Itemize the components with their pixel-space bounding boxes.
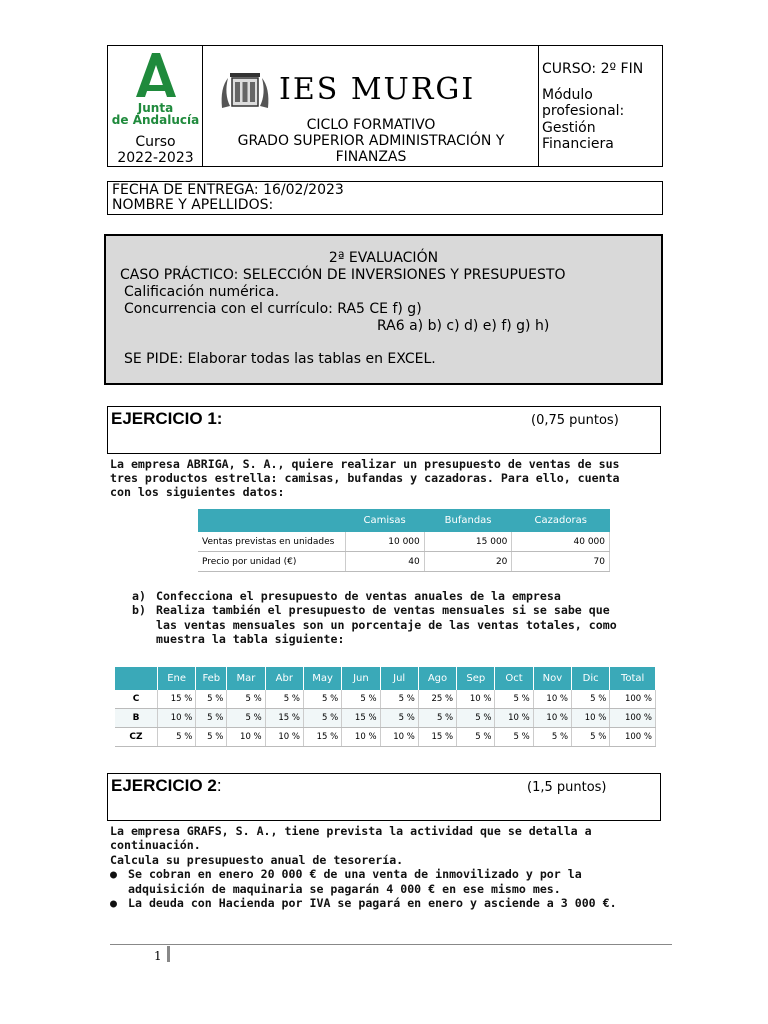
table-cell: 5 % [196, 728, 227, 747]
ciclo-line-1: CICLO FORMATIVO [306, 117, 436, 133]
table-cell: Precio por unidad (€) [198, 552, 345, 572]
table-cell: 10 % [572, 709, 610, 728]
table-cell: 5 % [196, 690, 227, 709]
table-cell: 5 % [158, 728, 196, 747]
ciclo-line-3: FINANZAS [335, 149, 407, 165]
item-a-text: Confecciona el presupuesto de ventas anuales de la empresa [156, 589, 561, 603]
logo-text-1: Junta [137, 101, 174, 115]
curso-right-label: CURSO: [542, 61, 601, 77]
exercise-1-header [107, 406, 661, 454]
table-header-cell: Feb [196, 667, 227, 690]
table-cell: 5 % [495, 690, 533, 709]
ej2-bullet-1-line-2: adquisición de maquinaria se pagarán 4 000 € en ese mismo mes. [128, 882, 561, 896]
table-cell: 10 % [380, 728, 418, 747]
sales-forecast-table [198, 509, 610, 572]
table-cell: 5 % [457, 709, 495, 728]
junta-andalucia-logo [132, 51, 178, 99]
table-cell: 10 % [158, 709, 196, 728]
curso-label: Curso [135, 134, 176, 150]
table-header-cell: Nov [533, 667, 571, 690]
eval-title: 2ª EVALUACIÓN [328, 250, 439, 266]
table-cell: 5 % [418, 709, 456, 728]
exercise-2-header [107, 773, 661, 821]
exercise-2-points: (1,5 puntos) [527, 780, 607, 795]
table-cell: 5 % [380, 709, 418, 728]
table-cell: 5 % [495, 728, 533, 747]
table-header-cell: Ago [418, 667, 456, 690]
modulo-line-2: profesional: [542, 103, 625, 119]
table-row [115, 709, 656, 728]
table-cell: C [115, 690, 158, 709]
table-cell: B [115, 709, 158, 728]
course-cell [539, 46, 662, 166]
table-cell: 5 % [572, 690, 610, 709]
footer-bar [167, 946, 170, 962]
table-cell: 70 [512, 552, 610, 572]
table-header-row [198, 509, 610, 532]
table-header-cell: Camisas [345, 509, 424, 532]
table-cell: 10 % [457, 690, 495, 709]
table-cell: 20 [424, 552, 512, 572]
table-row [115, 690, 656, 709]
ej1-intro-3: con los siguientes datos: [110, 485, 285, 499]
table-cell: 5 % [533, 728, 571, 747]
table-cell: 40 [345, 552, 424, 572]
table-cell: 15 % [303, 728, 341, 747]
table-header-cell: Dic [572, 667, 610, 690]
ej1-intro-2: tres productos estrella: camisas, bufandas y cazadoras. Para ello, cuenta [110, 471, 620, 485]
table-header-cell [115, 667, 158, 690]
item-a-marker: a) [132, 589, 146, 603]
table-cell: 10 % [495, 709, 533, 728]
ej1-intro-1: La empresa ABRIGA, S. A., quiere realizar un presupuesto de ventas de sus [110, 457, 620, 471]
ej2-intro-2: continuación. [110, 838, 201, 852]
table-header-cell: Jul [380, 667, 418, 690]
exercise-1-title: EJERCICIO 1: [111, 409, 223, 428]
table-cell: 5 % [303, 709, 341, 728]
ej2-intro-3: Calcula su presupuesto anual de tesorería. [110, 853, 404, 867]
item-b-text-2: las ventas mensuales son un porcentaje de las ventas totales, como [156, 618, 617, 632]
modulo-line-1: Módulo [542, 87, 593, 103]
table-header-cell: May [303, 667, 341, 690]
table-cell: 100 % [610, 690, 656, 709]
table-header-row [115, 667, 656, 690]
table-cell: 15 000 [424, 532, 512, 552]
table-row [198, 532, 610, 552]
table-cell: 15 % [265, 709, 303, 728]
table-header-cell: Ene [158, 667, 196, 690]
table-header-cell: Sep [457, 667, 495, 690]
evaluation-box [104, 234, 663, 385]
table-cell: 10 % [227, 728, 265, 747]
item-b-text-1: Realiza también el presupuesto de ventas mensuales si se sabe que [156, 603, 610, 617]
table-header-cell: Jun [342, 667, 380, 690]
eval-ra6: RA6 a) b) c) d) e) f) g) h) [377, 318, 550, 334]
table-cell: 10 % [265, 728, 303, 747]
school-name: IES MURGI [279, 72, 476, 107]
table-header-cell: Oct [495, 667, 533, 690]
table-cell: 5 % [572, 728, 610, 747]
table-cell: 5 % [227, 690, 265, 709]
table-cell: Ventas previstas en unidades [198, 532, 345, 552]
school-crest-icon [218, 68, 272, 112]
ej2-bullet-1-line-1: Se cobran en enero 20 000 € de una venta de inmovilizado y por la [128, 867, 582, 881]
table-cell: 100 % [610, 709, 656, 728]
table-header-cell: Abr [265, 667, 303, 690]
table-cell: 10 % [533, 709, 571, 728]
table-cell: 5 % [380, 690, 418, 709]
bullet-icon: ● [110, 867, 117, 881]
table-row [115, 728, 656, 747]
table-header-cell: Cazadoras [512, 509, 610, 532]
eval-se-pide: SE PIDE: Elaborar todas las tablas en EXCEL. [124, 351, 436, 367]
table-cell: 5 % [227, 709, 265, 728]
fecha-entrega: FECHA DE ENTREGA: 16/02/2023 [112, 182, 344, 198]
table-row [198, 552, 610, 572]
exercise-2-title [111, 776, 222, 796]
item-b-marker: b) [132, 603, 146, 617]
document-header [107, 45, 663, 167]
student-info-box [107, 181, 663, 215]
table-cell: 15 % [342, 709, 380, 728]
curso-right [539, 61, 643, 77]
table-cell: 5 % [303, 690, 341, 709]
footer-divider [110, 944, 672, 945]
modulo-value-1: Gestión [542, 120, 596, 136]
school-cell [203, 46, 539, 166]
ej2-intro-1: La empresa GRAFS, S. A., tiene prevista la actividad que se detalla a [110, 824, 592, 838]
page-number: 1 [154, 949, 162, 963]
table-cell: 5 % [196, 709, 227, 728]
table-header-cell [198, 509, 345, 532]
logo-text-2: de Andalucía [111, 113, 200, 127]
table-header-cell: Bufandas [424, 509, 512, 532]
table-cell: 15 % [158, 690, 196, 709]
curso-years: 2022-2023 [117, 150, 194, 166]
table-cell: 10 % [342, 728, 380, 747]
eval-concurrencia: Concurrencia con el currículo: RA5 CE f) g) [124, 301, 422, 317]
table-cell: 15 % [418, 728, 456, 747]
table-cell: 10 000 [345, 532, 424, 552]
table-cell: 10 % [533, 690, 571, 709]
table-cell: 25 % [418, 690, 456, 709]
table-cell: 5 % [265, 690, 303, 709]
table-cell: 5 % [457, 728, 495, 747]
item-b-text-3: muestra la tabla siguiente: [156, 632, 345, 646]
bullet-icon: ● [110, 896, 117, 910]
curso-right-value: 2º FIN [600, 61, 644, 77]
eval-caso: CASO PRÁCTICO: SELECCIÓN DE INVERSIONES Y PRESUPUESTO [120, 267, 566, 283]
table-cell: CZ [115, 728, 158, 747]
table-header-cell: Total [610, 667, 656, 690]
monthly-percentages-table [115, 667, 656, 747]
exercise-1-points: (0,75 puntos) [531, 413, 619, 428]
logo-cell [108, 46, 203, 166]
table-header-cell: Mar [227, 667, 265, 690]
table-cell: 5 % [342, 690, 380, 709]
ej2-bullet-2: La deuda con Hacienda por IVA se pagará en enero y asciende a 3 000 €. [128, 896, 617, 910]
ciclo-line-2: GRADO SUPERIOR ADMINISTRACIÓN Y [237, 133, 505, 149]
nombre-apellidos: NOMBRE Y APELLIDOS: [112, 197, 274, 213]
exercise-2-colon: : [216, 776, 222, 795]
eval-calificacion: Calificación numérica. [124, 284, 280, 300]
table-cell: 100 % [610, 728, 656, 747]
table-cell: 40 000 [512, 532, 610, 552]
exercise-2-title-text: EJERCICIO 2 [111, 776, 217, 795]
modulo-value-2: Financiera [542, 136, 614, 152]
